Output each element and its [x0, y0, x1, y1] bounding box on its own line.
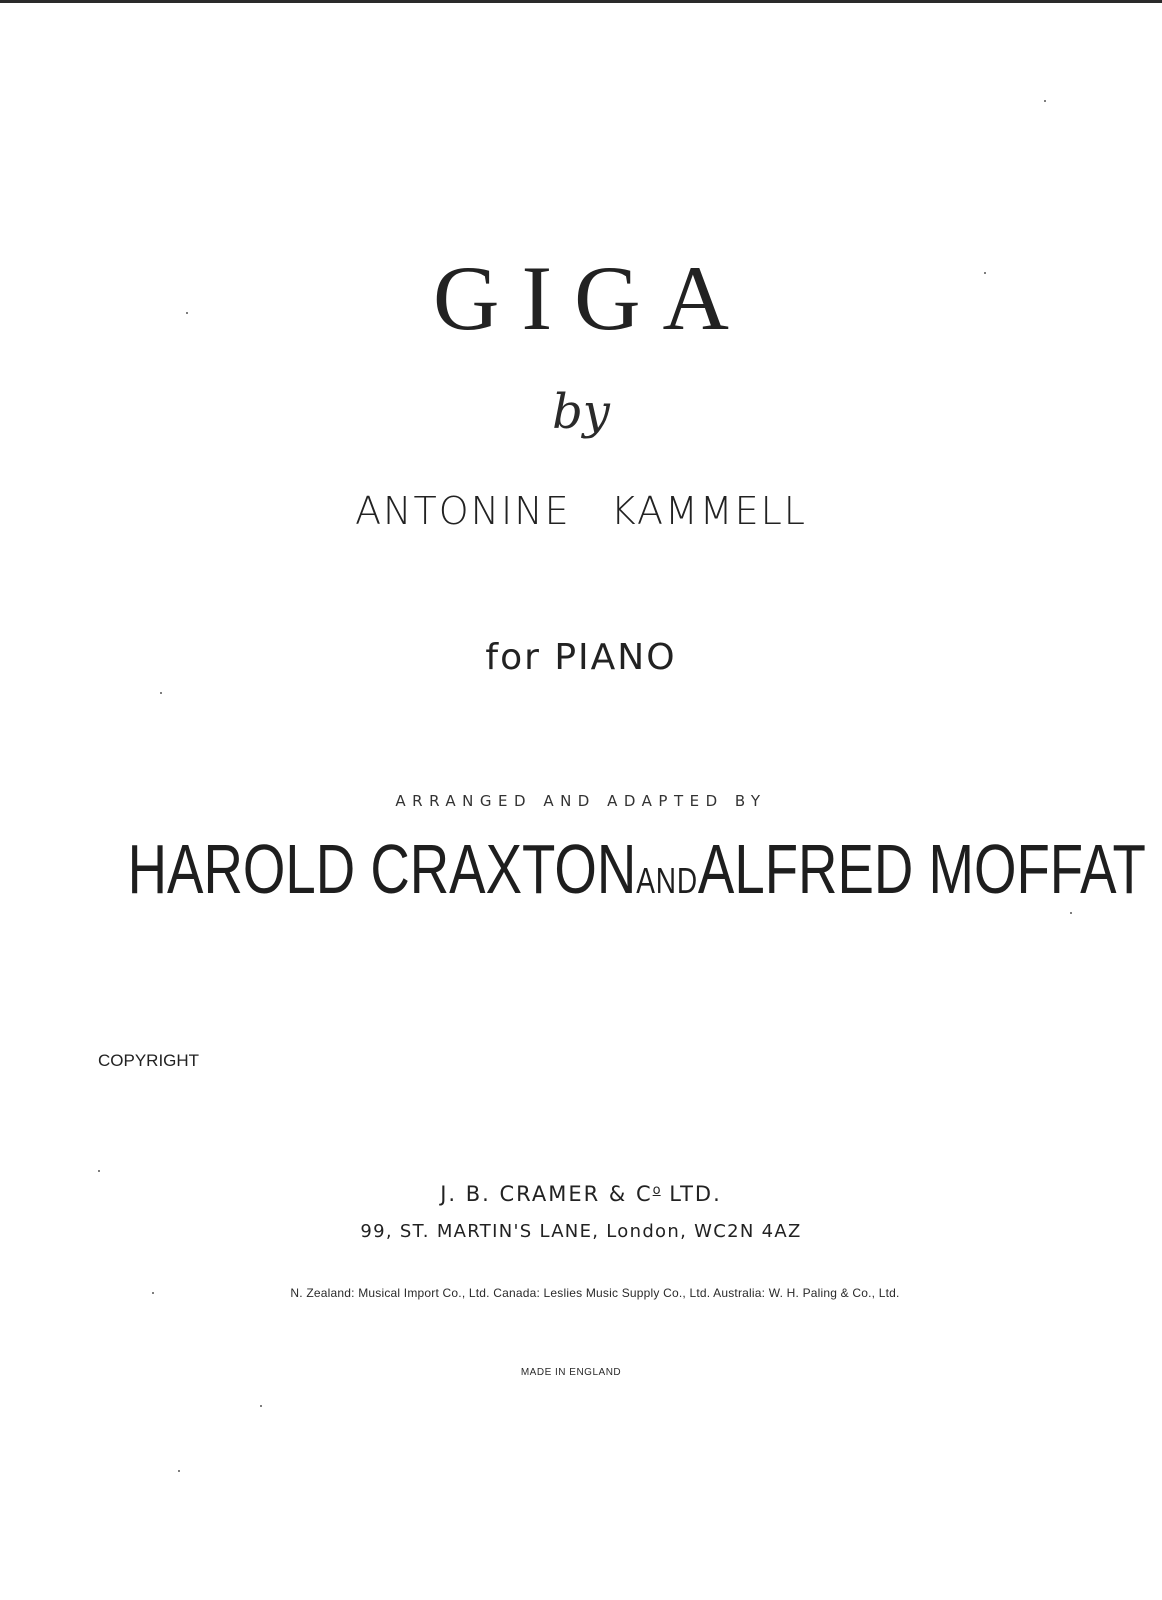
- scan-speck: [178, 1470, 180, 1472]
- scan-speck: [1044, 100, 1046, 102]
- composer-name: ANTONINE KAMMELL: [355, 489, 807, 533]
- instrument-line: for PIANO: [485, 637, 677, 678]
- piece-title: GIGA: [433, 247, 751, 349]
- scan-speck: [98, 1170, 100, 1172]
- arranged-by-label: ARRANGED AND ADAPTED BY: [395, 792, 767, 810]
- top-edge-rule: [0, 0, 1162, 3]
- overseas-agents: N. Zealand: Musical Import Co., Ltd. Canada: Leslies Music Supply Co., Ltd. Australia: W. H. Paling & Co., Ltd.: [290, 1286, 900, 1300]
- arranger-1: HAROLD CRAXTON: [127, 830, 637, 908]
- arrangers-line: [127, 830, 1146, 908]
- made-in-england: MADE IN ENGLAND: [520, 1367, 622, 1378]
- arranger-joiner: AND: [636, 860, 698, 901]
- arranger-2: ALFRED MOFFAT: [697, 830, 1146, 908]
- scan-speck: [160, 692, 162, 694]
- scan-speck: [186, 312, 188, 314]
- copyright-notice: COPYRIGHT: [98, 1051, 200, 1070]
- scan-speck: [260, 1405, 262, 1407]
- publisher-name-suffix: LTD.: [660, 1182, 722, 1206]
- publisher-name-main: J. B. CRAMER & C: [440, 1182, 653, 1206]
- scan-speck: [152, 1292, 154, 1294]
- by-handwritten: by: [552, 384, 610, 440]
- scan-speck: [1070, 912, 1072, 914]
- scan-speck: [984, 272, 986, 274]
- publisher-address: 99, ST. MARTIN'S LANE, London, WC2N 4AZ: [360, 1221, 802, 1242]
- publisher-name: [0, 1184, 1162, 1205]
- publisher-name-superscript: o: [652, 1183, 661, 1198]
